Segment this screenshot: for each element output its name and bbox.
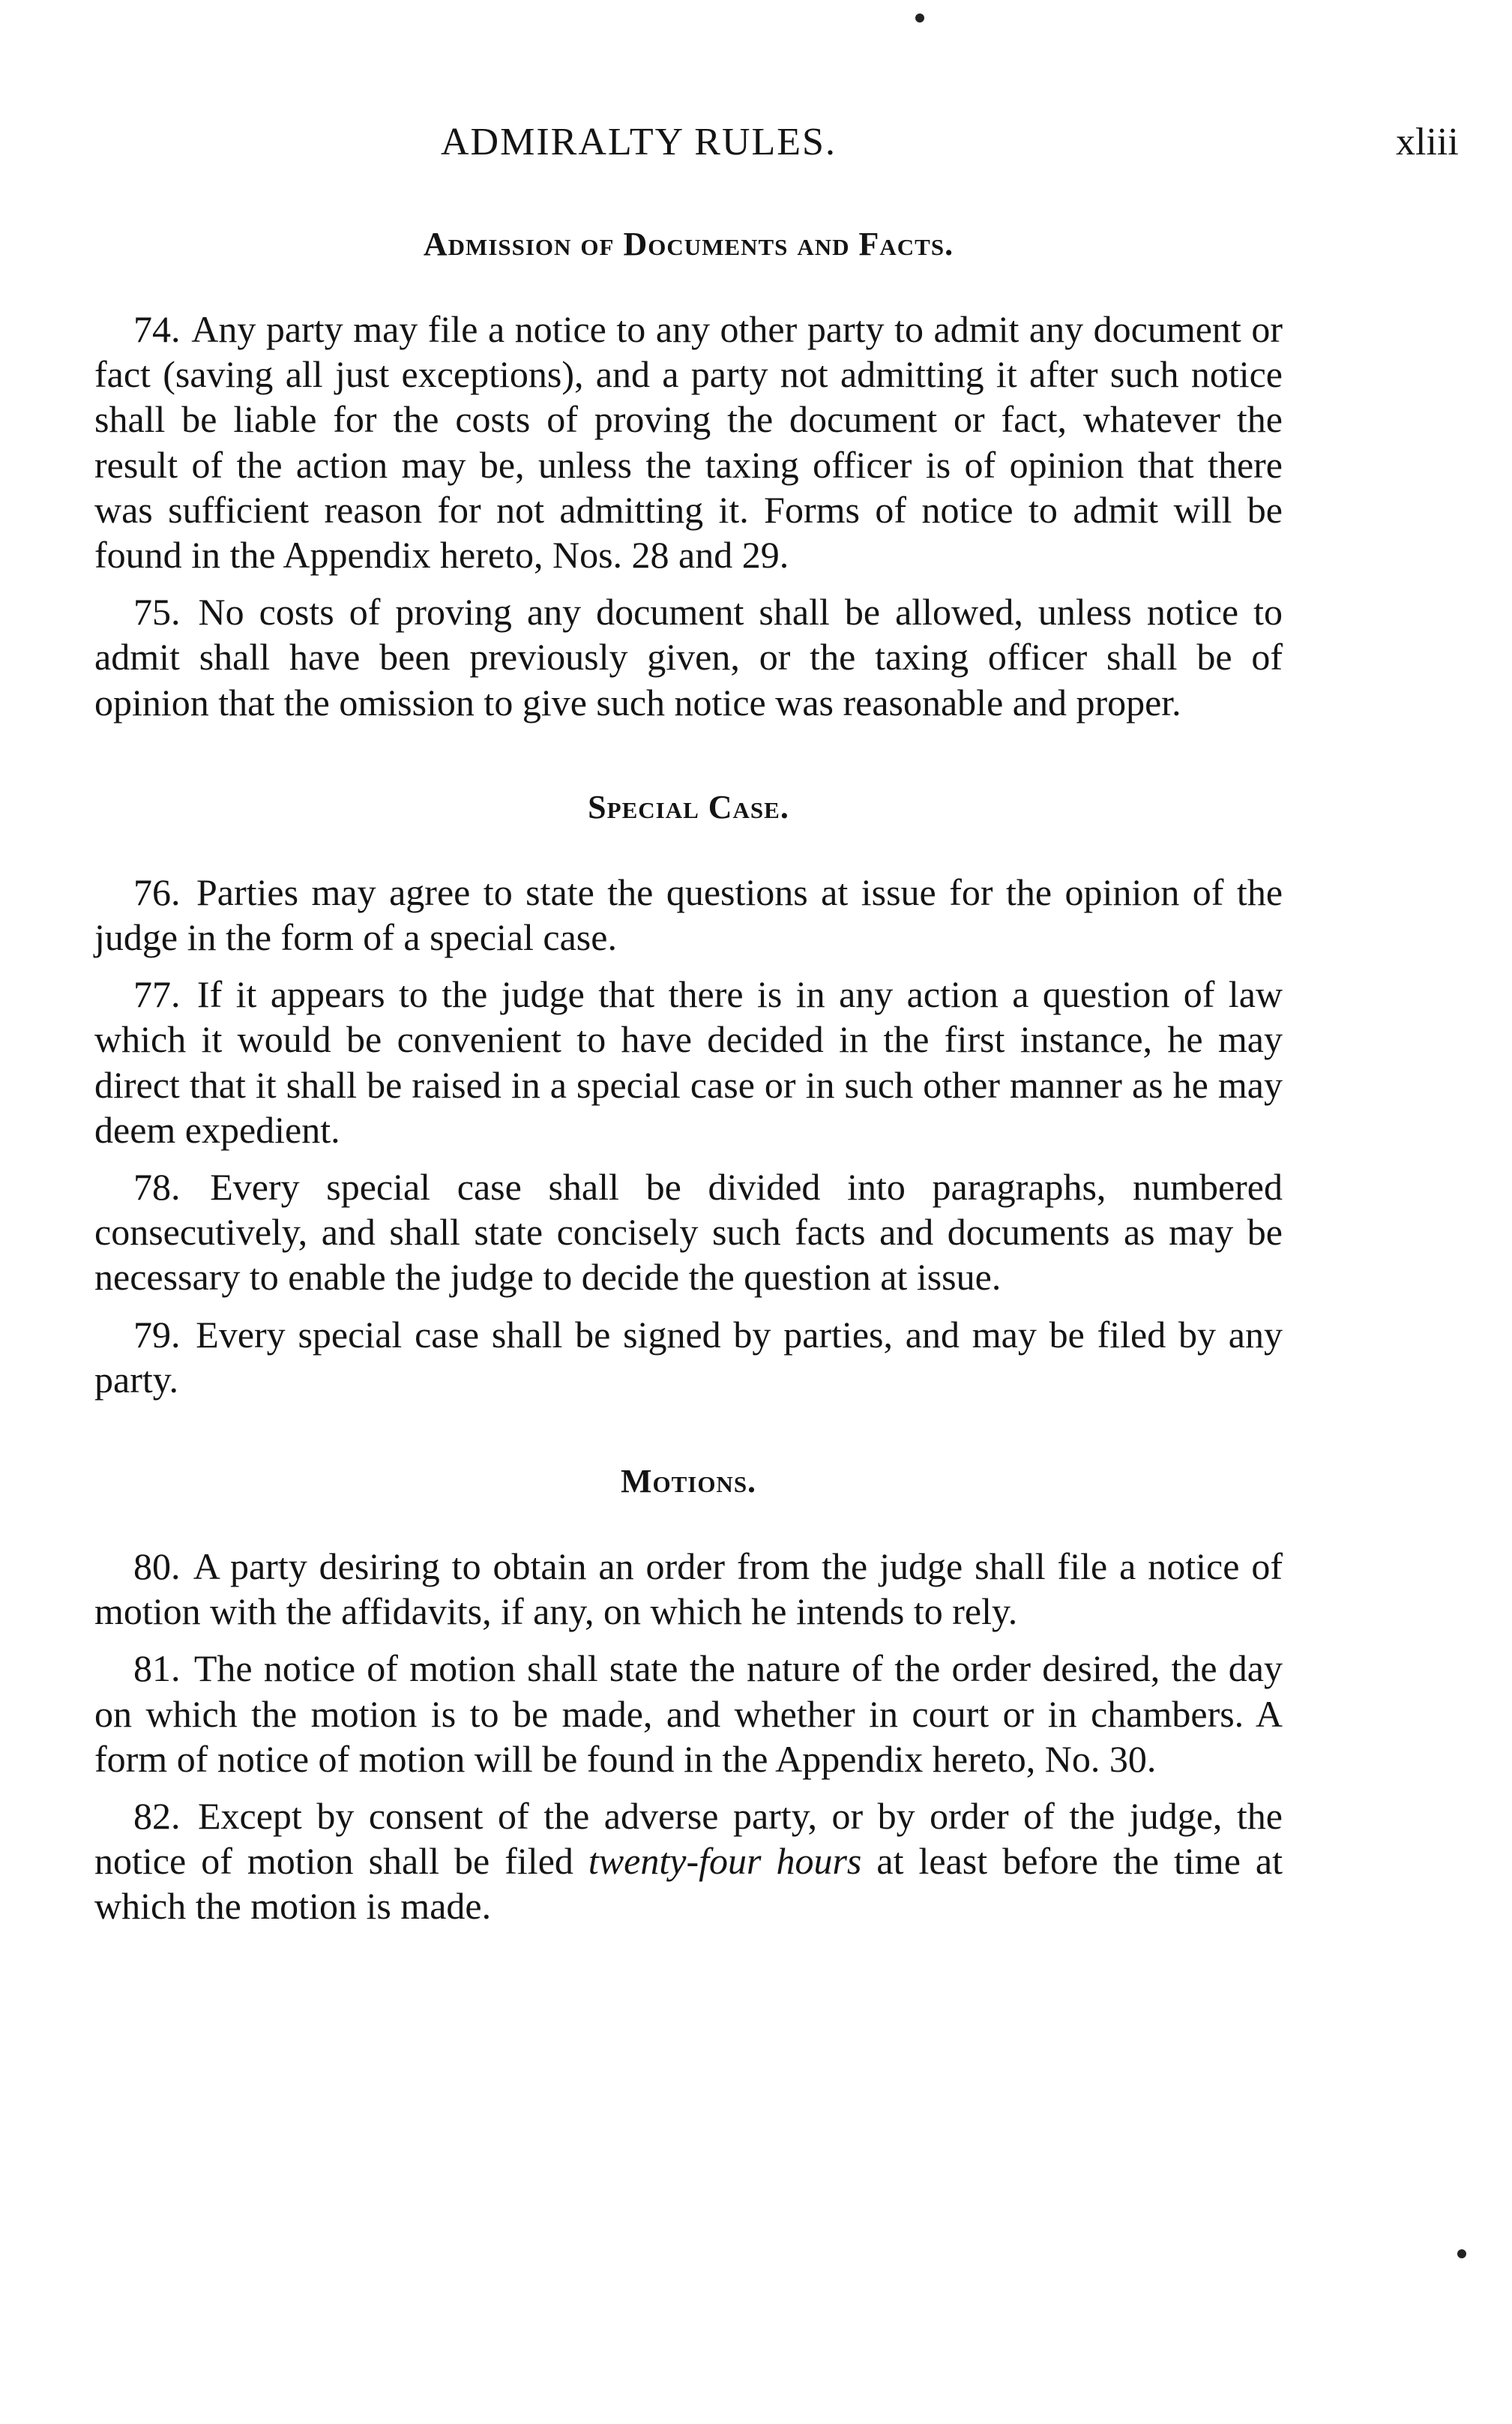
rule-text: Every special case shall be signed by parties, and may be filed by any party. bbox=[94, 1313, 1283, 1401]
running-head bbox=[0, 120, 1512, 172]
rule-number: 76. bbox=[133, 870, 181, 913]
rule-text: Parties may agree to state the questions at issue for the opinion of the judge in the form of a special case. bbox=[94, 870, 1283, 959]
rule-text: Except by consent of the adverse party, or by order of the judge, the notice of motion shall be filed bbox=[94, 1795, 1283, 1883]
rule-text: Any party may file a notice to any other party to admit any document or fact (saving all just exceptions), and a party not admitting it after such notice shall be liable for the costs of proving the document or fact, whatever the result of the action may be, unless the taxing officer is of opinion that there was sufficient reason for not admitting it. Forms of notice to admit will be found in the Appendix hereto, Nos. 28 and 29. bbox=[94, 308, 1283, 577]
rule-82 bbox=[94, 1793, 1283, 1929]
body-text bbox=[94, 202, 1283, 1941]
rule-number: 78. bbox=[133, 1166, 181, 1209]
rule-74 bbox=[94, 307, 1283, 577]
ink-speck bbox=[915, 13, 924, 22]
rule-number: 79. bbox=[133, 1313, 181, 1356]
rule-number: 81. bbox=[133, 1647, 181, 1690]
rule-number: 77. bbox=[133, 973, 181, 1016]
rule-number: 82. bbox=[133, 1795, 181, 1838]
rule-78 bbox=[94, 1164, 1283, 1300]
running-title: ADMIRALTY RULES. bbox=[441, 121, 837, 163]
rule-text: The notice of motion shall state the nature of the order desired, the day on which the motion is to be made, and whether in court or in chambers. A form of notice of motion will be found in the Appendix hereto, No. 30. bbox=[94, 1647, 1283, 1780]
section-heading-admission: Admission of Documents and Facts. bbox=[423, 226, 954, 262]
rule-79 bbox=[94, 1312, 1283, 1402]
rule-text: If it appears to the judge that there is in any action a question of law which it would be convenient to have decided in the first instance, he may direct that it shall be raised in a special case or in such other manner as he may deem expedient. bbox=[94, 973, 1283, 1151]
rule-75 bbox=[94, 589, 1283, 725]
rule-80 bbox=[94, 1544, 1283, 1634]
rule-text: No costs of proving any document shall be allowed, unless notice to admit shall have been previously given, or the taxing officer shall be of opinion that the omission to give such notice was reasonable and proper. bbox=[94, 591, 1283, 724]
rule-text: Every special case shall be divided into paragraphs, numbered consecutively, and shall state concisely such facts and documents as may be necessary to enable the judge to decide the question at issue. bbox=[94, 1166, 1283, 1299]
section-heading-special-case: Special Case. bbox=[588, 788, 789, 825]
section-heading-motions: Motions. bbox=[620, 1463, 757, 1500]
rule-text-italic: twenty-four hours bbox=[588, 1840, 862, 1883]
ink-speck bbox=[1457, 2249, 1466, 2258]
rule-text: A party desiring to obtain an order from the judge shall file a notice of motion with the affidavits, if any, on which he intends to rely. bbox=[94, 1545, 1283, 1633]
rule-text: at least before the time at which the motion is made. bbox=[94, 1840, 1283, 1928]
rule-number: 74. bbox=[133, 308, 181, 350]
rule-77 bbox=[94, 972, 1283, 1152]
rule-number: 80. bbox=[133, 1545, 181, 1588]
rule-76 bbox=[94, 870, 1283, 960]
rule-81 bbox=[94, 1646, 1283, 1781]
page-number: xliii bbox=[1396, 121, 1459, 163]
rule-number: 75. bbox=[133, 591, 181, 634]
